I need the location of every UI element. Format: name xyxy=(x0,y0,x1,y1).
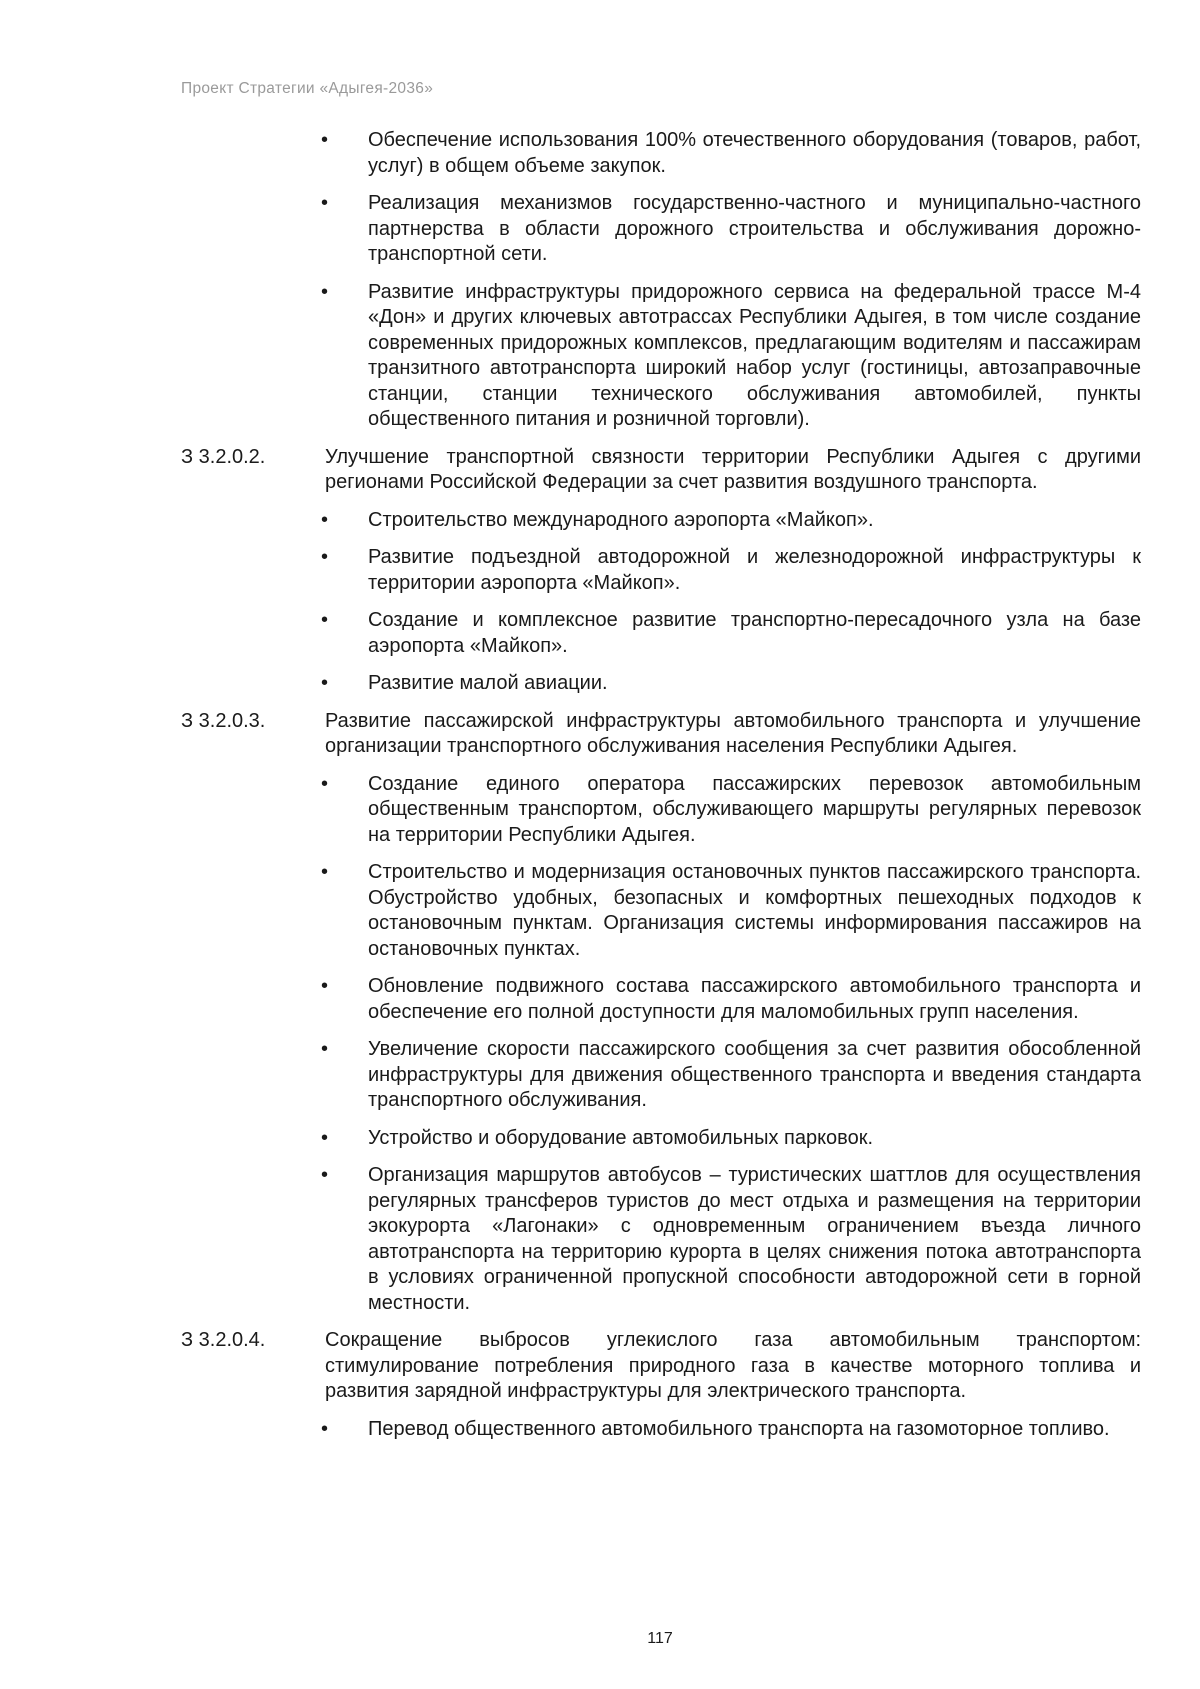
list-item-text: Перевод общественного автомобильного транспорта на газомоторное топливо. xyxy=(368,1417,1110,1440)
list-item xyxy=(181,1417,1141,1443)
bullet-icon: • xyxy=(321,861,329,883)
task-item xyxy=(181,1328,1141,1405)
list-item xyxy=(181,508,1141,534)
page-number: 117 xyxy=(647,1630,673,1647)
task-number: З 3.2.0.2. xyxy=(181,445,266,468)
task-number: З 3.2.0.4. xyxy=(181,1329,266,1351)
list-item xyxy=(181,280,1141,433)
document-body xyxy=(181,128,1141,1454)
list-item xyxy=(181,545,1141,596)
list-item-text: Создание единого оператора пассажирских перевозок автомобильным общественным транспортом, обслуживающего маршруты регулярных перевозок на территории Республики Адыгея. xyxy=(368,772,1141,846)
task-item xyxy=(181,709,1141,760)
task-text: Улучшение транспортной связности территории Республики Адыгея с другими регионами Российской Федерации за счет развития воздушного транспорта. xyxy=(325,445,1141,493)
list-item-text: Устройство и оборудование автомобильных парковок. xyxy=(368,1126,873,1149)
bullet-icon: • xyxy=(321,280,329,303)
running-header: Проект Стратегии «Адыгея-2036» xyxy=(181,80,434,97)
bullet-icon: • xyxy=(321,192,329,214)
task-item xyxy=(181,445,1141,496)
list-item xyxy=(181,1163,1141,1316)
list-item xyxy=(181,1037,1141,1114)
list-item-text: Строительство международного аэропорта «Майкоп». xyxy=(368,508,874,531)
bullet-icon: • xyxy=(321,609,329,631)
bullet-icon: • xyxy=(321,546,329,568)
bullet-icon: • xyxy=(321,1164,329,1186)
bullet-icon: • xyxy=(321,1038,329,1060)
list-item xyxy=(181,772,1141,849)
list-item-text: Обеспечение использования 100% отечественного оборудования (товаров, работ, услуг) в общем объеме закупок. xyxy=(368,129,1141,177)
bullet-icon: • xyxy=(321,508,329,531)
bullet-icon: • xyxy=(321,975,329,997)
list-item-text: Организация маршрутов автобусов – туристических шаттлов для осуществления регулярных трансферов туристов до мест отдыха и размещения на территории экокурорта «Лагонаки» с одновременным ограничением въезда личного автотранспорта на территорию курорта в целях снижения потока автотранспорта в условиях ограниченной пропускной способности автодорожной сети в горной местности. xyxy=(368,1164,1141,1314)
list-item xyxy=(181,1126,1141,1152)
list-item-text: Строительство и модернизация остановочных пунктов пассажирского транспорта. Обустройство удобных, безопасных и комфортных пешеходных подходов к остановочным пунктам. Организация системы информирования пассажиров на остановочных пунктах. xyxy=(368,861,1141,960)
list-item xyxy=(181,974,1141,1025)
list-item-text: Реализация механизмов государственно-частного и муниципально-частного партнерства в области дорожного строительства и обслуживания дорожно-транспортной сети. xyxy=(368,192,1141,265)
bullet-icon: • xyxy=(321,129,329,151)
list-item xyxy=(181,128,1141,179)
list-item xyxy=(181,191,1141,268)
bullet-icon: • xyxy=(321,772,329,795)
list-item-text: Увеличение скорости пассажирского сообщения за счет развития обособленной инфраструктуры для движения общественного транспорта и введения стандарта транспортного обслуживания. xyxy=(368,1038,1141,1111)
bullet-icon: • xyxy=(321,1417,329,1440)
list-item-text: Создание и комплексное развитие транспортно-пересадочного узла на базе аэропорта «Майкоп». xyxy=(368,609,1141,657)
list-item xyxy=(181,671,1141,697)
list-item-text: Развитие малой авиации. xyxy=(368,672,608,694)
bullet-icon: • xyxy=(321,672,329,694)
list-item xyxy=(181,860,1141,962)
list-item xyxy=(181,608,1141,659)
bullet-icon: • xyxy=(321,1126,329,1149)
task-text: Сокращение выбросов углекислого газа автомобильным транспортом: стимулирование потребления природного газа в качестве моторного топлива и развития зарядной инфраструктуры для электрического транспорта. xyxy=(325,1329,1141,1402)
list-item-text: Развитие подъездной автодорожной и железнодорожной инфраструктуры к территории аэропорта «Майкоп». xyxy=(368,546,1141,594)
list-item-text: Обновление подвижного состава пассажирского автомобильного транспорта и обеспечение его полной доступности для маломобильных групп населения. xyxy=(368,975,1141,1023)
list-item-text: Развитие инфраструктуры придорожного сервиса на федеральной трассе М-4 «Дон» и других ключевых автотрассах Республики Адыгея, в том числе создание современных придорожных комплексов, предлагающим водителям и пассажирам транзитного автотранспорта широкий набор услуг (гостиницы, автозаправочные станции, станции технического обслуживания автомобилей, пункты общественного питания и розничной торговли). xyxy=(368,280,1141,430)
task-number: З 3.2.0.3. xyxy=(181,709,266,732)
task-text: Развитие пассажирской инфраструктуры автомобильного транспорта и улучшение организации транспортного обслуживания населения Республики Адыгея. xyxy=(325,709,1141,757)
